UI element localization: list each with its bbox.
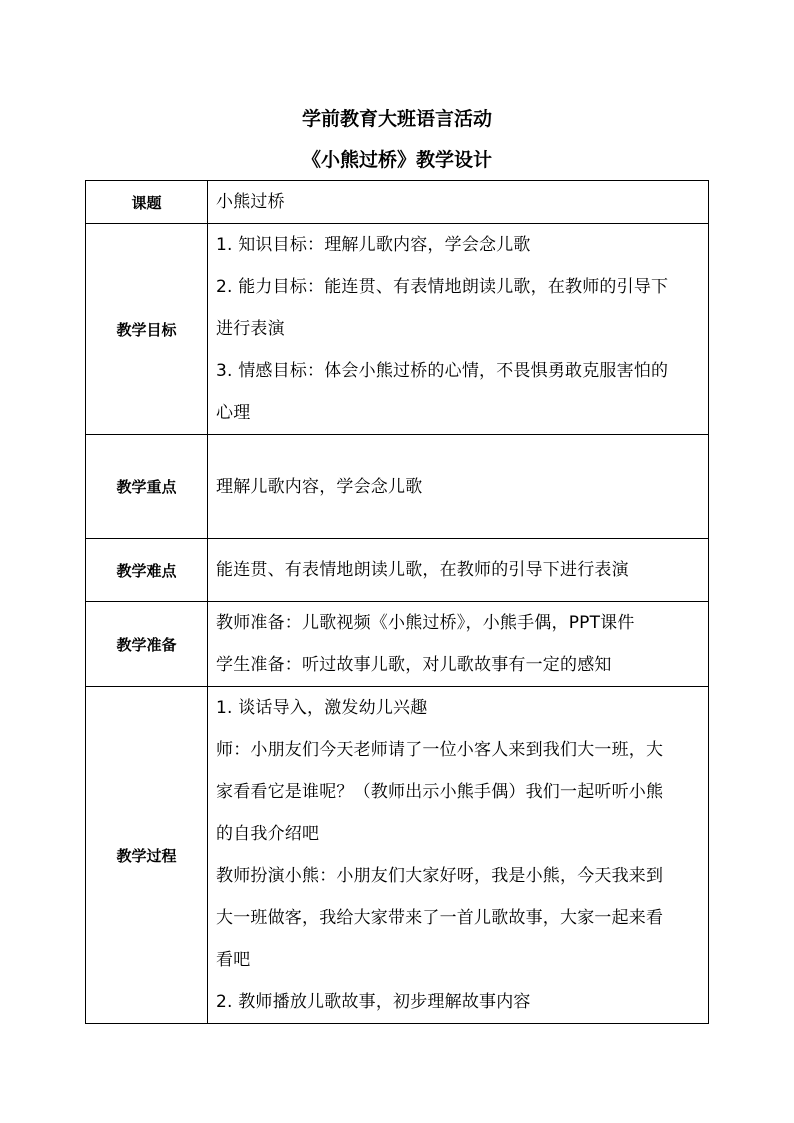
row-topic (86, 181, 709, 224)
objective-line: 3. 情感目标：体会小熊过桥的心情，不畏惧勇敢克服害怕的 (216, 361, 669, 381)
process-line: 看吧 (216, 950, 251, 970)
objective-line: 1. 知识目标：理解儿歌内容，学会念儿歌 (216, 235, 531, 255)
label-topic: 课题 (86, 181, 208, 224)
objective-line: 心理 (216, 403, 251, 423)
value-key-points (208, 435, 709, 539)
objective-line: 进行表演 (216, 319, 285, 339)
process-line: 1. 谈话导入，激发幼儿兴趣 (216, 698, 428, 718)
label-objectives: 教学目标 (86, 224, 208, 435)
lesson-plan-table (85, 180, 709, 1024)
value-objectives (208, 224, 709, 435)
value-preparation (208, 602, 709, 687)
process-line: 2. 教师播放儿歌故事，初步理解故事内容 (216, 992, 531, 1012)
row-process (86, 687, 709, 1024)
value-difficulties (208, 539, 709, 602)
process-line: 家看看它是谁呢？（教师出示小熊手偶）我们一起听听小熊 (216, 782, 664, 802)
label-preparation: 教学准备 (86, 602, 208, 687)
document-subtitle: 《小熊过桥》教学设计 (301, 149, 492, 171)
label-process: 教学过程 (86, 687, 208, 1024)
topic-text: 小熊过桥 (216, 192, 285, 212)
preparation-line: 教师准备：儿歌视频《小熊过桥》，小熊手偶，PPT课件 (216, 613, 635, 633)
difficulties-text: 能连贯、有表情地朗读儿歌，在教师的引导下进行表演 (216, 560, 629, 580)
process-line: 的自我介绍吧 (216, 824, 320, 844)
process-line: 师：小朋友们今天老师请了一位小客人来到我们大一班，大 (216, 740, 664, 760)
objective-line: 2. 能力目标：能连贯、有表情地朗读儿歌，在教师的引导下 (216, 277, 669, 297)
row-key-points (86, 435, 709, 539)
document-title: 学前教育大班语言活动 (301, 108, 492, 130)
row-difficulties (86, 539, 709, 602)
value-process (208, 687, 709, 1024)
preparation-line: 学生准备：听过故事儿歌，对儿歌故事有一定的感知 (216, 655, 612, 675)
value-topic (208, 181, 709, 224)
label-key-points: 教学重点 (86, 435, 208, 539)
process-line: 教师扮演小熊：小朋友们大家好呀，我是小熊，今天我来到 (216, 866, 664, 886)
label-difficulties: 教学难点 (86, 539, 208, 602)
row-preparation (86, 602, 709, 687)
row-objectives (86, 224, 709, 435)
process-line: 大一班做客，我给大家带来了一首儿歌故事，大家一起来看 (216, 908, 664, 928)
key-points-text: 理解儿歌内容，学会念儿歌 (216, 476, 423, 497)
